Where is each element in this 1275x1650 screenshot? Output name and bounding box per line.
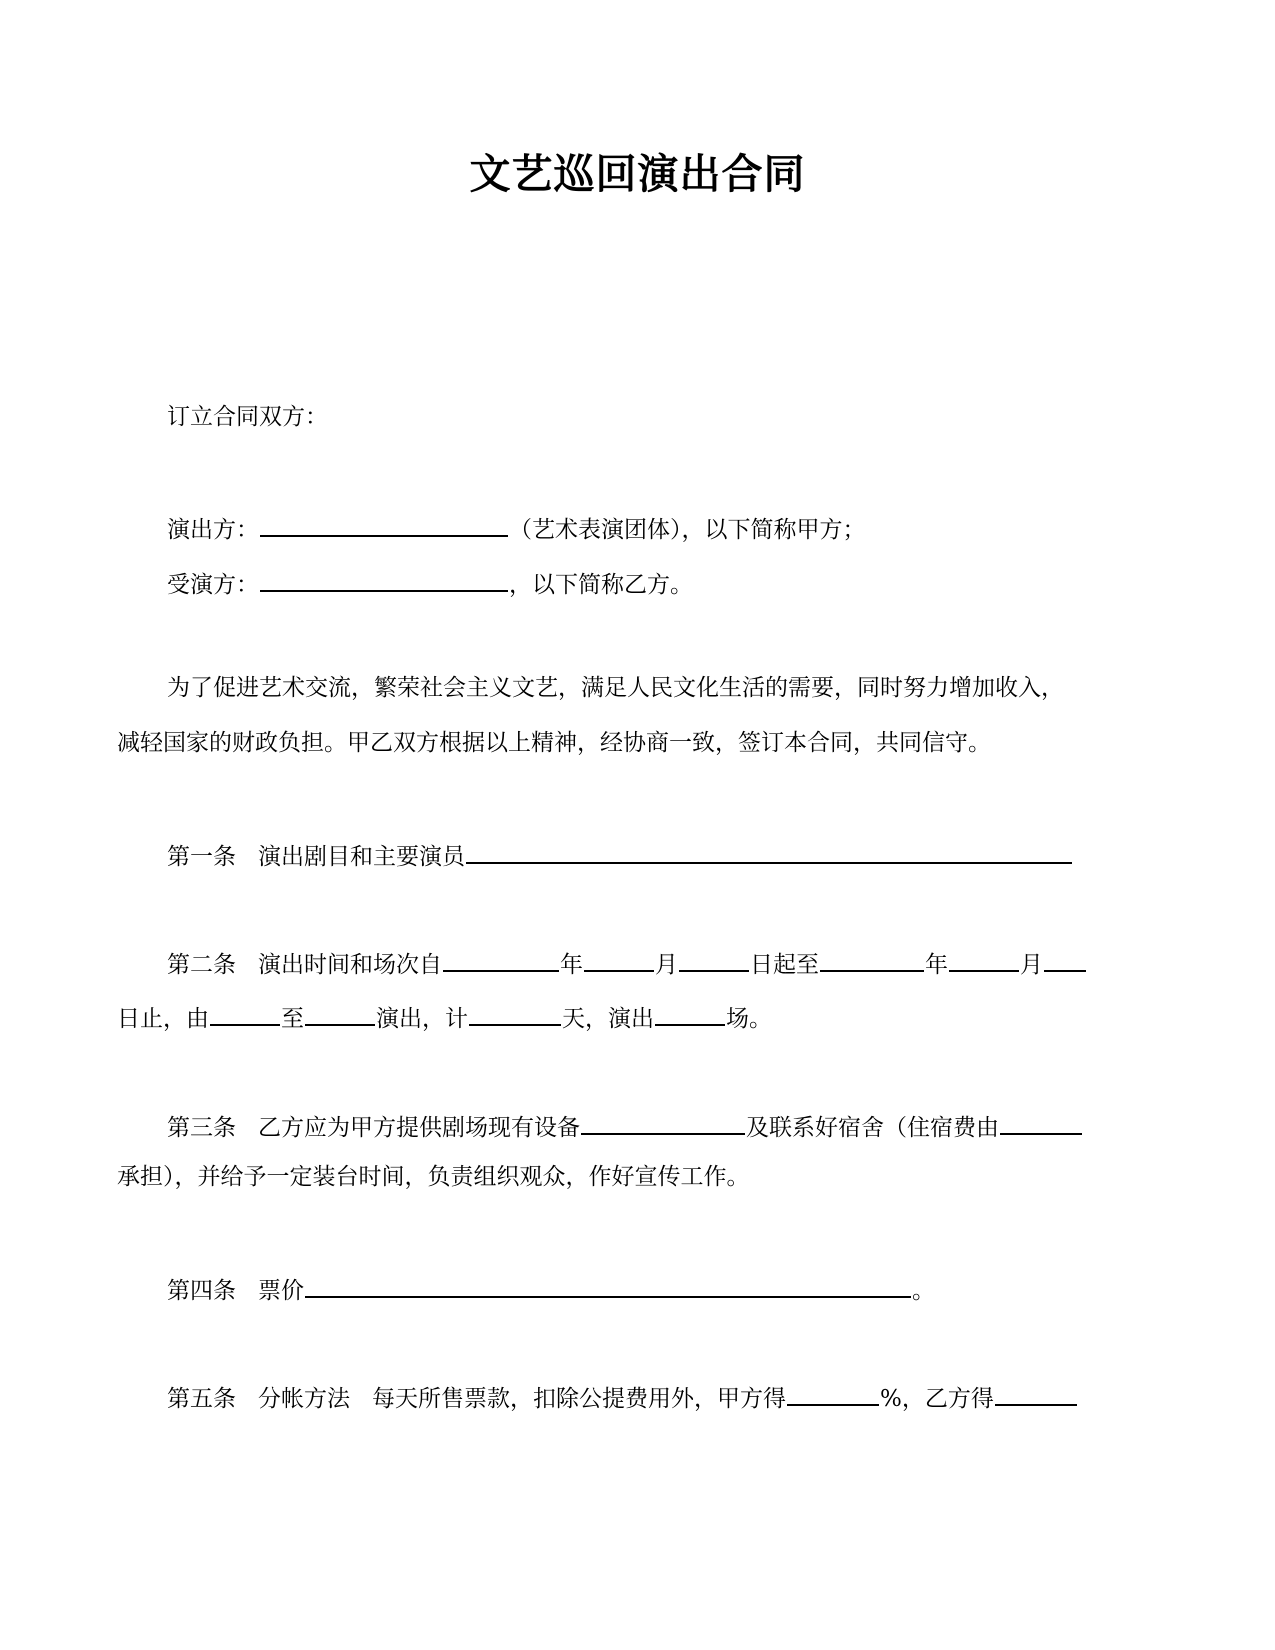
month-label-2: 月 [1020,952,1043,978]
intro-text: 订立合同双方： [167,404,328,430]
year-label-2: 年 [925,952,948,978]
to-label: 至 [281,1006,304,1032]
article-1-blank[interactable] [466,836,1072,864]
article-5-number: 第五条 [167,1386,236,1412]
lodging-payer-blank[interactable] [1000,1107,1082,1135]
year-label: 年 [560,952,583,978]
host-suffix: ，以下简称乙方。 [509,572,693,598]
venue-to-blank[interactable] [305,998,375,1026]
start-month-blank[interactable] [584,944,654,972]
venue-from-blank[interactable] [210,998,280,1026]
performer-line [167,509,866,546]
article-1-text: 演出剧目和主要演员 [258,844,465,870]
article-2-text: 演出时间和场次自 [258,952,442,978]
article-5-text-a: 分帐方法 [258,1386,350,1412]
end-day-blank[interactable] [1044,944,1086,972]
article-4-number: 第四条 [167,1278,236,1304]
party-b-share-blank[interactable] [995,1378,1077,1406]
article-3-line-1 [167,1107,1083,1144]
host-label: 受演方： [167,572,259,598]
article-3-text-a: 乙方应为甲方提供剧场现有设备 [258,1115,580,1141]
article-4 [167,1270,935,1307]
ticket-price-blank[interactable] [305,1270,911,1298]
end-year-blank[interactable] [820,944,924,972]
equipment-blank[interactable] [581,1107,745,1135]
document-title: 文艺巡回演出合同 [469,150,806,198]
month-label: 月 [655,952,678,978]
article-1-number: 第一条 [167,844,236,870]
article-5 [167,1378,1078,1415]
preamble-line-1: 为了促进艺术交流，繁荣社会主义文艺，满足人民文化生活的需要，同时努力增加收入， [167,675,1064,701]
performer-suffix: （艺术表演团体），以下简称甲方； [509,517,866,543]
day-from-label: 日起至 [750,952,819,978]
article-2-line-2 [117,998,772,1035]
article-2-number: 第二条 [167,952,236,978]
article-1 [167,836,1073,873]
days-blank[interactable] [469,998,561,1026]
start-day-blank[interactable] [679,944,749,972]
article-5-text-b: 每天所售票款，扣除公提费用外，甲方得 [372,1386,786,1412]
days-label: 天，演出 [562,1006,654,1032]
article-4-end: 。 [912,1278,935,1304]
host-blank[interactable] [260,564,508,592]
article-5-text-c: %，乙方得 [880,1386,994,1412]
shows-label: 场。 [726,1006,772,1032]
article-3-line-2: 承担），并给予一定装台时间，负责组织观众，作好宣传工作。 [117,1164,750,1190]
host-line [167,564,693,601]
intro-line [167,401,328,433]
performer-blank[interactable] [260,509,508,537]
party-a-share-blank[interactable] [787,1378,879,1406]
perform-total-label: 演出，计 [376,1006,468,1032]
preamble-line-2: 减轻国家的财政负担。甲乙双方根据以上精神，经协商一致，签订本合同，共同信守。 [117,730,991,756]
day-to-label: 日止，由 [117,1006,209,1032]
article-2-line-1 [167,944,1087,981]
start-year-blank[interactable] [443,944,559,972]
shows-blank[interactable] [655,998,725,1026]
end-month-blank[interactable] [949,944,1019,972]
article-3-number: 第三条 [167,1115,236,1141]
article-4-text: 票价 [258,1278,304,1304]
article-3-text-b: 及联系好宿舍（住宿费由 [746,1115,999,1141]
performer-label: 演出方： [167,517,259,543]
